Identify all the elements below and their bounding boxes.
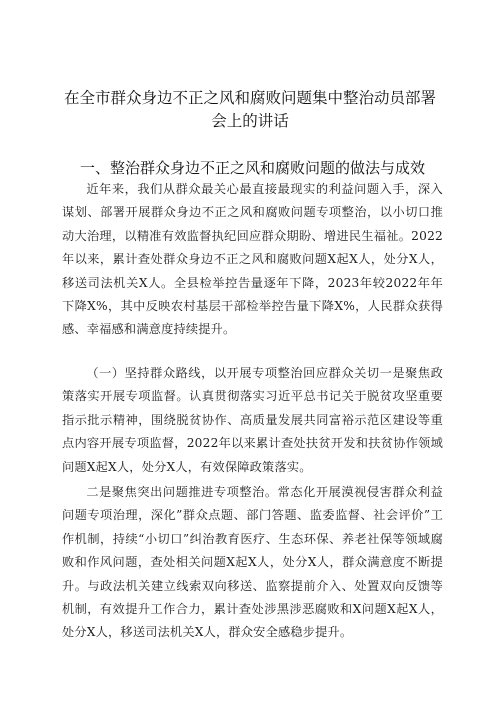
paragraph-overview: 近年来，我们从群众最关心最直接最现实的利益问题入手，深入谋划、部署开展群众身边不正之风和腐败问题专项整治，以小切口推动大治理，以精准有效监督执纪回应群众期盼、增进民生福祉。2022年以来，累计查处群众身边不正之风和腐败问题X起X人，处分X人，移送司法机关X人。全县检举控告量逐年下降，2023年较2022年年下降X%，其中反映农村基层干部检举控告量下降X%，人民群众获得感、幸福感和满意度持续提升。 — [62, 182, 443, 337]
paragraph-policy-supervision: （一）坚持群众路线，以开展专项整治回应群众关切一是聚焦政策落实开展专项监督。认真贯彻落实习近平总书记关于脱贫攻坚重要指示批示精神，围绕脱贫协作、高质量发展共同富裕示范区建设等重点内容开展专项监督，2022年以来累计查处扶贫开发和扶贫协作领域问题X起X人，处分X人，有效保障政策落实。 — [62, 366, 443, 474]
paragraph-special-rectification: 二是聚焦突出问题推进专项整治。常态化开展漠视侵害群众利益问题专项治理，深化”群众点题、部门答题、监委监督、社会评价”工作机制，持续“小切口”纠治教育医疗、生态环保、养老社保等领域腐败和作风问题，查处相关问题X起X人，处分X人，群众满意度不断提升。与政法机关建立线索双向移送、监察提前介入、处置双向反馈等机制，有效提升工作合力，累计查处涉黑涉恶腐败和X问题X起X人，处分X人，移送司法机关X人，群众安全感稳步提升。 — [62, 485, 443, 640]
document-title: 在全市群众身边不正之风和腐败问题集中整治动员部署会上的讲话 — [63, 89, 436, 130]
section-heading: 一、整治群众身边不正之风和腐败问题的做法与成效 — [80, 159, 426, 177]
